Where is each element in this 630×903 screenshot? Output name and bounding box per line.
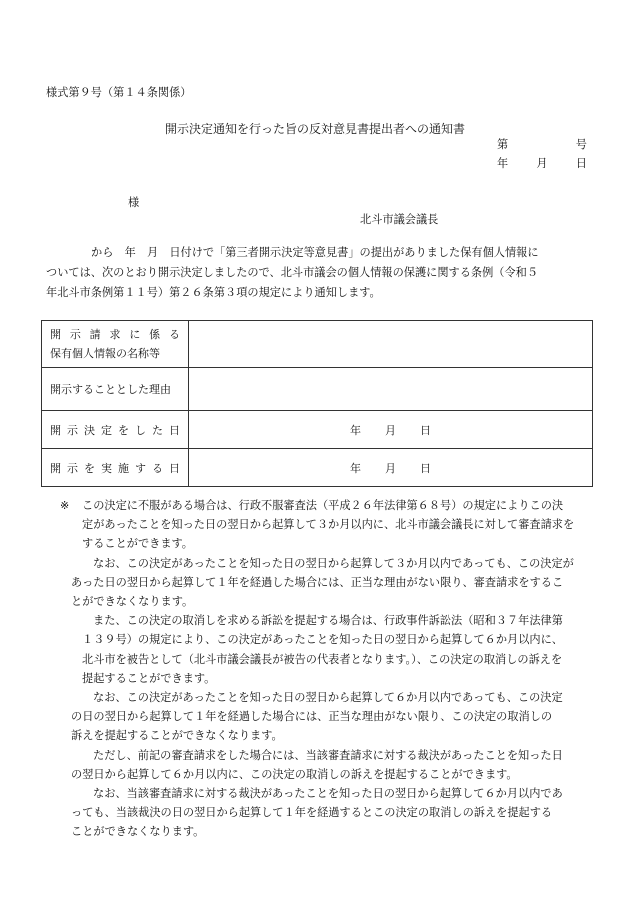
document-number (497, 136, 587, 152)
intro-paragraph (46, 243, 592, 303)
label-char: に (129, 328, 141, 341)
note-line: １３９号）の規定により、この決定があったことを知った日の翌日から起算して６か月以内に、 (82, 633, 563, 647)
table-label-reason: 開示することとした理由 (42, 368, 189, 411)
table-label-info-name (42, 321, 189, 368)
document-date-day: 日 (575, 157, 587, 170)
note-line: 北斗市を被告として（北斗市議会議長が被告の代表者となります。）、この決定の取消しの訴えを (82, 652, 563, 666)
label-char: 決 (84, 423, 95, 437)
label-char: 日 (169, 423, 180, 437)
date-day: 日 (420, 461, 431, 475)
note-line: また、この決定の取消しを求める訴訟を提起する場合は、行政事件訴訟法（昭和３７年法律第 (93, 614, 563, 628)
table-row (42, 411, 593, 449)
table-label-decision-date (42, 411, 189, 449)
label-char: し (135, 423, 146, 437)
document-date-month: 月 (536, 157, 548, 170)
appeal-notes (60, 496, 594, 842)
label-char: 定 (101, 423, 112, 437)
label-char: 係 (149, 328, 161, 341)
document-date (497, 155, 587, 171)
disclosure-info-table (41, 320, 593, 487)
sender-name: 北斗市議会議長 (360, 213, 439, 226)
label-char: 示 (69, 328, 81, 341)
note-line: の翌日から起算して６か月以内に、この決定の取消しの訴えを提起することができます。 (71, 767, 518, 781)
label-char: る (168, 328, 180, 341)
note-line: ことができなくなります。 (71, 825, 205, 839)
addressee-honorific: 様 (128, 196, 140, 209)
note-line: なお、この決定があったことを知った日の翌日から起算して３か月以内であっても、この決定が (93, 556, 574, 570)
note-line: この決定に不服がある場合は、行政不服審査法（平成２６年法律第６８号）の規定によりこの決 (82, 499, 564, 512)
label-char: た (152, 423, 163, 437)
table-value-implementation-date (189, 449, 593, 487)
label-char: 示 (67, 423, 78, 437)
label-char: を (84, 461, 95, 475)
label-char: 請 (89, 328, 101, 341)
document-title: 開示決定通知を行った旨の反対意見書提出者への通知書 (164, 122, 465, 136)
date-month: 月 (385, 461, 396, 475)
intro-line: から 年 月 日付けで「第三者開示決定等意見書」の提出がありました保有個人情報に (91, 246, 539, 259)
label-char: 日 (169, 461, 180, 475)
label-line: 保有個人情報の名称等 (50, 347, 160, 360)
intro-line: ついては、次のとおり開示決定しましたので、北斗市議会の個人情報の保護に関する条例（令和５ (46, 266, 539, 279)
note-line: っても、当該裁決の日の翌日から起算して１年を経過するとこの決定の取消しの訴えを提起する (71, 806, 553, 820)
label-char: 求 (109, 328, 121, 341)
note-mark: ※ (60, 499, 70, 512)
note-line: することができます。 (82, 537, 193, 551)
form-number: 様式第９号（第１４条関係） (46, 86, 192, 99)
table-row (42, 368, 593, 411)
label-char: 示 (67, 461, 78, 475)
label-char: 開 (50, 328, 61, 341)
label-char: 開 (50, 461, 61, 475)
table-row (42, 321, 593, 368)
table-row (42, 449, 593, 487)
label-char: 施 (118, 461, 129, 475)
document-number-suffix: 号 (575, 138, 587, 151)
note-line: なお、当該審査請求に対する裁決があったことを知った日の翌日から起算して６か月以内であ (93, 787, 563, 801)
label-char: 開 (50, 423, 61, 437)
intro-line: 年北斗市条例第１１号）第２６条第３項の規定により通知します。 (46, 286, 381, 299)
date-year: 年 (350, 461, 361, 475)
document-number-prefix: 第 (497, 138, 509, 151)
note-line: なお、この決定があったことを知った日の翌日から起算して６か月以内であっても、この決定 (93, 691, 563, 705)
label-char: 実 (101, 461, 112, 475)
table-value-decision-date (189, 411, 593, 449)
date-day: 日 (420, 423, 431, 437)
note-line: とができなくなります。 (71, 595, 194, 609)
label-char: る (152, 461, 163, 475)
table-label-implementation-date (42, 449, 189, 487)
label-char: す (135, 461, 146, 475)
label-char: を (118, 423, 129, 437)
table-value-info-name (189, 321, 593, 368)
table-value-reason (189, 368, 593, 411)
note-line: の日の翌日から起算して１年を経過した場合には、正当な理由がない限り、この決定の取消しの (71, 710, 553, 724)
note-line: 定があったことを知った日の翌日から起算して３か月以内に、北斗市議会議長に対して審査請求を (82, 518, 575, 532)
note-line: あった日の翌日から起算して１年を経過した場合には、正当な理由がない限り、審査請求をするこ (71, 575, 564, 589)
date-year: 年 (350, 423, 361, 437)
document-date-year: 年 (497, 157, 509, 170)
date-month: 月 (385, 423, 396, 437)
note-line: 訴えを提起することができなくなります。 (71, 729, 283, 743)
note-line: ただし、前記の審査請求をした場合には、当該審査請求に対する裁決があったことを知った日 (93, 748, 563, 762)
note-line: 提起することができます。 (82, 671, 216, 685)
